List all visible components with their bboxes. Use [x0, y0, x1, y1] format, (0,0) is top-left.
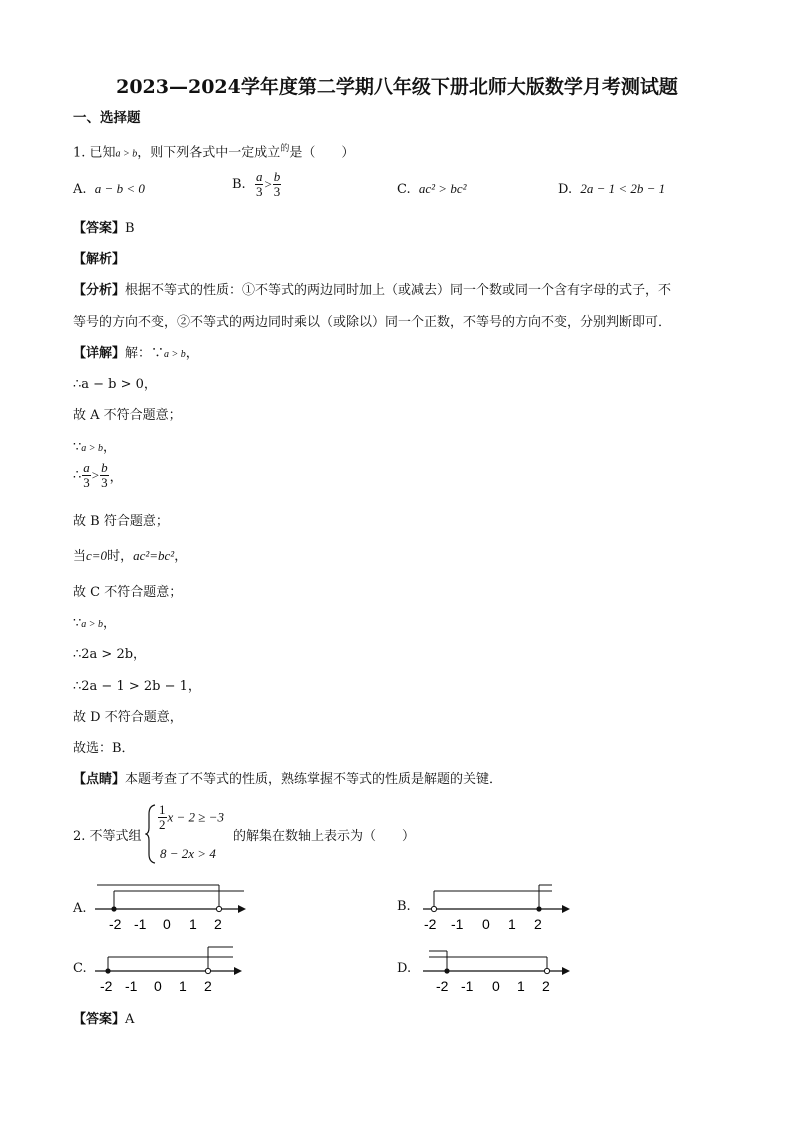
q1-line13: 故选：B．	[73, 741, 135, 756]
fenxi-text: 根据不等式的性质：①不等式的两边同时加上（或减去）同一个数或同一个含有字母的式子，不	[125, 283, 672, 298]
tick-label: -2	[109, 916, 122, 932]
answer-tag: 【答案】	[73, 1012, 126, 1027]
tick-label: 0	[482, 916, 490, 932]
q1-line6: 故 B 符合题意；	[73, 514, 169, 529]
tick-label: 1	[508, 916, 516, 932]
page-title: 2023—2024学年度第二学期八年级下册北师大版数学月考测试题	[116, 76, 678, 98]
because-symbol: ∵	[73, 616, 82, 631]
system-brace	[145, 804, 157, 864]
eq1-rest: x − 2 ≥ −3	[167, 809, 224, 825]
q1-option-c	[397, 181, 467, 197]
q1-line7	[73, 545, 187, 564]
dianjing-text: 本题考查了不等式的性质，熟练掌握不等式的性质是解题的关键．	[125, 772, 503, 787]
option-math: 2a − 1 < 2b − 1	[580, 181, 666, 196]
denominator: 2	[159, 817, 166, 832]
tick-label: 2	[204, 978, 212, 994]
number-line-d	[420, 940, 575, 995]
option-label: B.	[232, 177, 246, 192]
q1-detail-line1	[73, 342, 199, 361]
q1-line3: 故 A 不符合题意；	[73, 408, 182, 423]
line-text: 当	[73, 549, 87, 564]
line-math: ac²=bc²	[133, 548, 175, 563]
fraction-b-over-3	[100, 461, 109, 490]
q1-stem	[73, 141, 354, 160]
q2-answer	[73, 1008, 134, 1027]
q1-line5	[73, 461, 123, 490]
q2-stem-b: 的解集在数轴上表示为（ ）	[233, 829, 416, 844]
answer-value: B	[125, 221, 135, 236]
denominator: 3	[83, 475, 90, 490]
numerator: b	[273, 169, 281, 184]
number-line-b	[420, 878, 575, 933]
numerator: b	[101, 460, 108, 475]
option-label: C.	[397, 182, 411, 197]
q1-fenxi-line1	[73, 279, 671, 298]
fraction-b-over-3	[273, 170, 282, 199]
numerator: a	[255, 169, 263, 184]
q1-option-d	[558, 181, 665, 197]
fraction-one-half	[158, 803, 167, 832]
tick-label: 2	[534, 916, 542, 932]
tick-label: -1	[461, 978, 474, 994]
line-math: a > b	[81, 443, 104, 454]
tick-label: 1	[179, 978, 187, 994]
detail-tag: 【详解】	[73, 346, 126, 361]
tick-label: -1	[134, 916, 147, 932]
dianjing-tag: 【点睛】	[73, 772, 126, 787]
section-heading: 一、选择题	[73, 110, 141, 126]
line-text: ，	[174, 549, 188, 564]
number-line-c	[92, 940, 252, 995]
fraction-a-over-3	[82, 461, 91, 490]
q1-fenxi-line2: 等号的方向不变，②不等式的两边同时乘以（或除以）同一个正数，不等号的方向不变，分别判断即可．	[73, 315, 672, 330]
analysis-tag: 【解析】	[73, 252, 126, 267]
denominator: 3	[255, 184, 263, 199]
system-eq1	[157, 803, 224, 832]
because-symbol: ∵	[73, 440, 82, 455]
fenxi-tag: 【分析】	[73, 283, 126, 298]
q1-line10: ∴2a > 2b，	[73, 647, 147, 662]
q1-option-b	[232, 170, 282, 199]
tick-label: 0	[154, 978, 162, 994]
line-math: c=0	[86, 548, 108, 563]
q1-line9	[73, 612, 116, 631]
q1-answer	[73, 217, 135, 236]
q1-option-a	[73, 181, 145, 197]
tick-label: -1	[125, 978, 138, 994]
tick-label: 2	[542, 978, 550, 994]
q1-line12: 故 D 不符合题意，	[73, 710, 183, 725]
q1-line4	[73, 436, 116, 455]
option-math: a − b < 0	[94, 181, 145, 196]
q2-option-b-label: B.	[397, 899, 411, 914]
denominator: 3	[101, 475, 108, 490]
tick-label: 1	[517, 978, 525, 994]
answer-value: A	[125, 1012, 135, 1027]
line-text: 时，	[107, 549, 134, 564]
operator: >	[264, 176, 272, 192]
tick-label: -2	[100, 978, 113, 994]
q2-stem-a: 2. 不等式组	[73, 829, 142, 844]
line-text: ，	[103, 440, 117, 455]
q2-option-a-label: A.	[73, 901, 87, 916]
q1-stem-sup: 的	[280, 144, 290, 154]
detail-text: 解：∵	[125, 346, 165, 361]
q1-line2: ∴a − b > 0，	[73, 377, 157, 392]
tick-label: -1	[451, 916, 464, 932]
q1-line11: ∴2a − 1 > 2b − 1，	[73, 679, 201, 694]
system-eq2: 8 − 2x > 4	[160, 846, 216, 861]
detail-text: ，	[185, 346, 199, 361]
q2-option-d-label: D.	[397, 961, 412, 976]
denominator: 3	[273, 184, 281, 199]
option-label: A.	[73, 182, 87, 197]
q1-line8: 故 C 不符合题意；	[73, 585, 183, 600]
answer-tag: 【答案】	[73, 221, 126, 236]
tick-label: 2	[214, 916, 222, 932]
tick-label: -2	[424, 916, 437, 932]
fraction-a-over-3	[255, 170, 264, 199]
tick-label: 0	[163, 916, 171, 932]
line-math: a > b	[81, 619, 104, 630]
q2-option-c-label: C.	[73, 961, 87, 976]
line-text: ，	[103, 616, 117, 631]
tick-label: 1	[189, 916, 197, 932]
number-line-a	[92, 878, 252, 933]
operator: >	[91, 467, 100, 483]
option-label: D.	[558, 182, 573, 197]
q1-dianjing	[73, 768, 502, 787]
numerator: a	[83, 460, 90, 475]
line-text: ，	[109, 470, 123, 485]
numerator: 1	[159, 802, 166, 817]
q1-stem-text-2: ，则下列各式中一定成立	[137, 145, 281, 161]
tick-label: -2	[436, 978, 449, 994]
q1-condition: a > b	[115, 148, 138, 160]
therefore-symbol: ∴	[73, 468, 82, 483]
q1-stem-text-3: 是（ ）	[289, 145, 355, 161]
detail-math: a > b	[164, 349, 186, 360]
q1-stem-text: 1. 已知	[73, 145, 116, 161]
tick-label: 0	[492, 978, 500, 994]
option-math: ac² > bc²	[418, 181, 467, 196]
